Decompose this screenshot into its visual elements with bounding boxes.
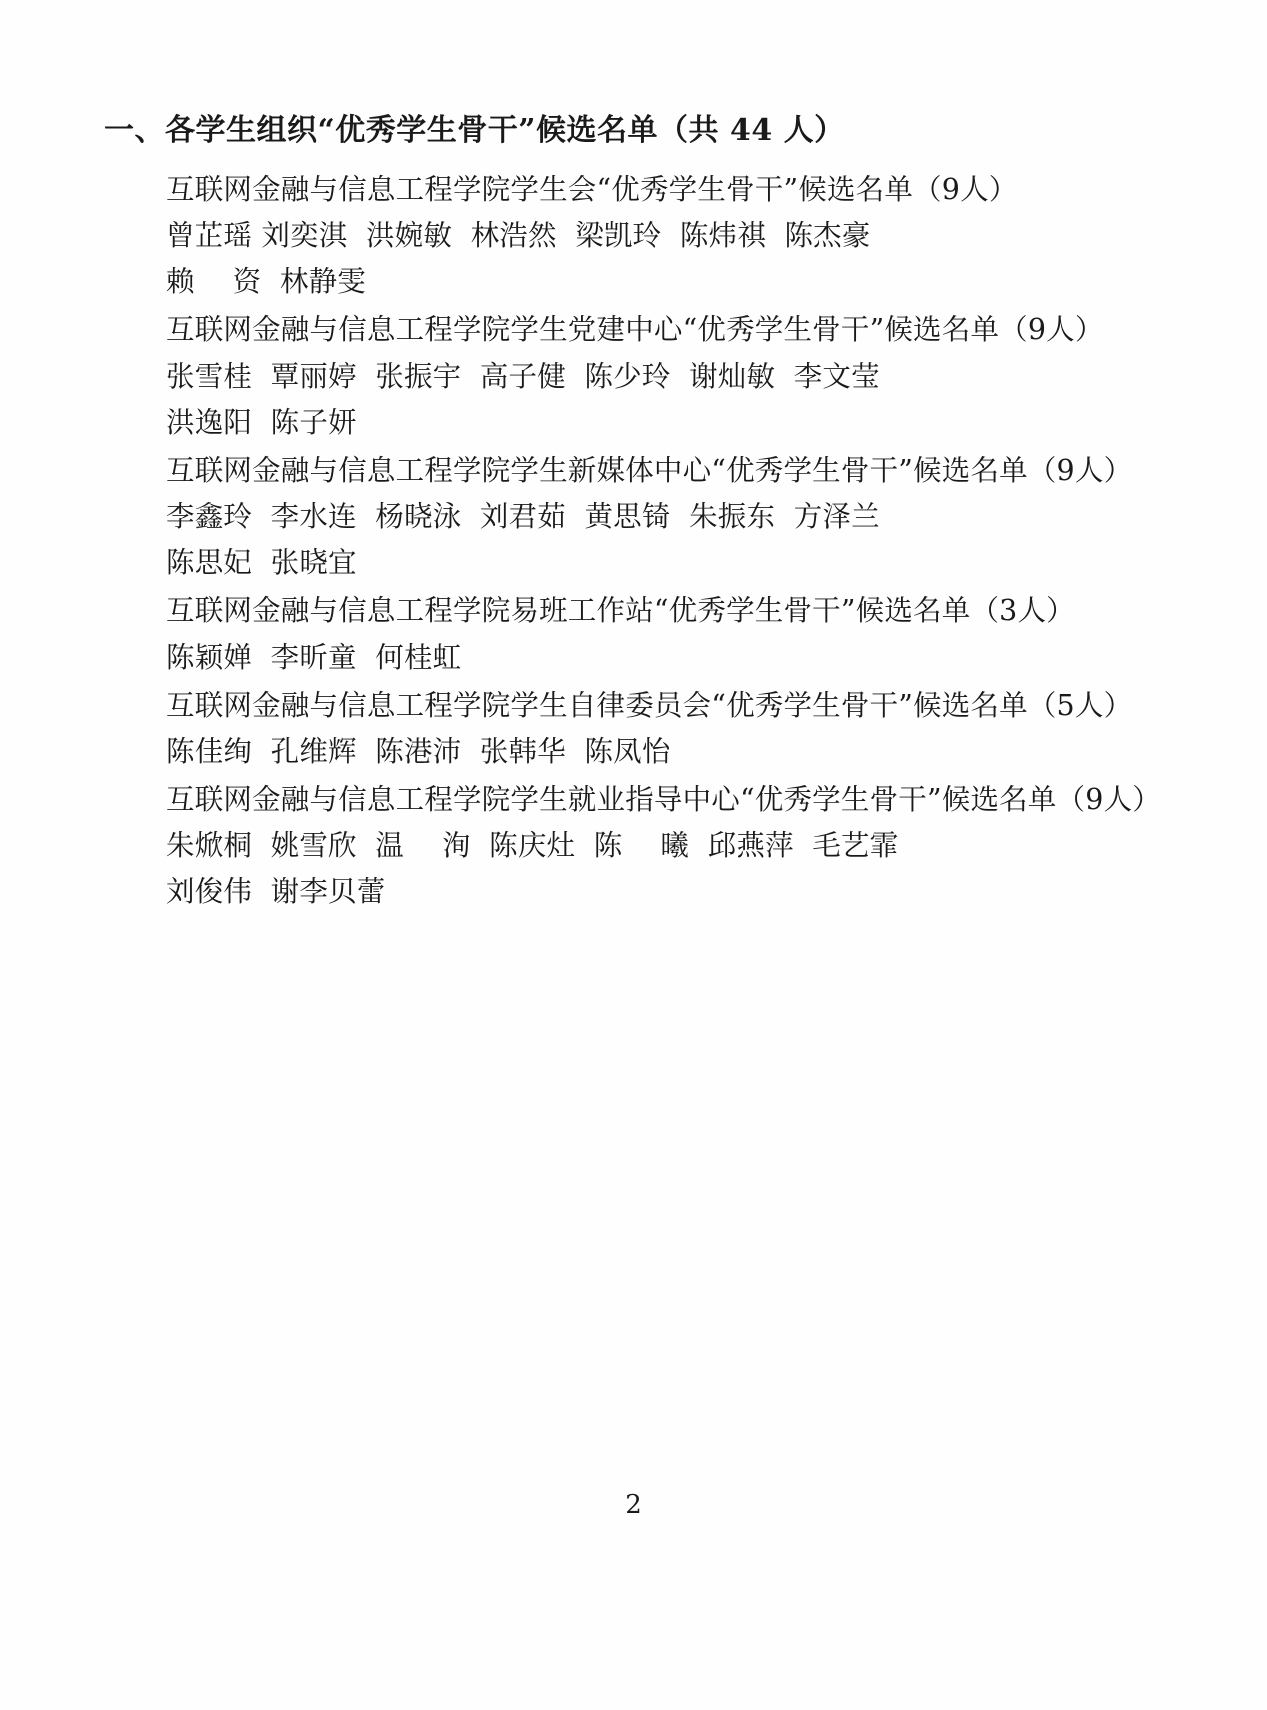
org-section (104, 167, 1164, 305)
name-list-line: 陈思妃 张晓宜 (166, 546, 357, 580)
org-title: 互联网金融与信息工程学院学生党建中心“优秀学生骨干”候选名单（9人） (166, 313, 1104, 347)
name-list-line: 赖 资 林静雯 (166, 265, 366, 299)
name-list-line: 朱焮桐 姚雪欣 温 洵 陈庆灶 陈 曦 邱燕萍 毛艺霏 (166, 829, 899, 863)
name-list-line: 张雪桂 覃丽婷 张振宇 高子健 陈少玲 谢灿敏 李文莹 (166, 359, 880, 393)
org-section (104, 307, 1164, 445)
org-section (104, 448, 1164, 586)
page-number: 2 (625, 1490, 642, 1520)
name-list-line: 曾芷瑶 刘奕淇 洪婉敏 林浩然 梁凯玲 陈炜祺 陈杰豪 (166, 219, 871, 253)
document-body (104, 108, 1164, 918)
name-list-line: 陈颖婵 李昕童 何桂虹 (166, 640, 462, 674)
page-title: 一、各学生组织“优秀学生骨干”候选名单（共 44 人） (104, 113, 845, 148)
org-section (104, 683, 1164, 775)
name-list-line: 洪逸阳 陈子妍 (166, 405, 357, 439)
org-title: 互联网金融与信息工程学院学生自律委员会“优秀学生骨干”候选名单（5人） (166, 688, 1133, 722)
org-title: 互联网金融与信息工程学院学生新媒体中心“优秀学生骨干”候选名单（9人） (166, 453, 1133, 487)
name-list-line: 刘俊伟 谢李贝蕾 (166, 875, 386, 909)
org-section (104, 777, 1164, 915)
name-list-line: 陈佳绚 孔维辉 陈港沛 张韩华 陈凤怡 (166, 734, 671, 768)
org-title: 互联网金融与信息工程学院学生就业指导中心“优秀学生骨干”候选名单（9人） (166, 783, 1161, 817)
org-title: 互联网金融与信息工程学院学生会“优秀学生骨干”候选名单（9人） (166, 173, 1018, 206)
org-title: 互联网金融与信息工程学院易班工作站“优秀学生骨干”候选名单（3人） (166, 594, 1075, 628)
org-section (104, 588, 1164, 680)
name-list-line: 李鑫玲 李水连 杨晓泳 刘君茹 黄思锜 朱振东 方泽兰 (166, 500, 880, 534)
